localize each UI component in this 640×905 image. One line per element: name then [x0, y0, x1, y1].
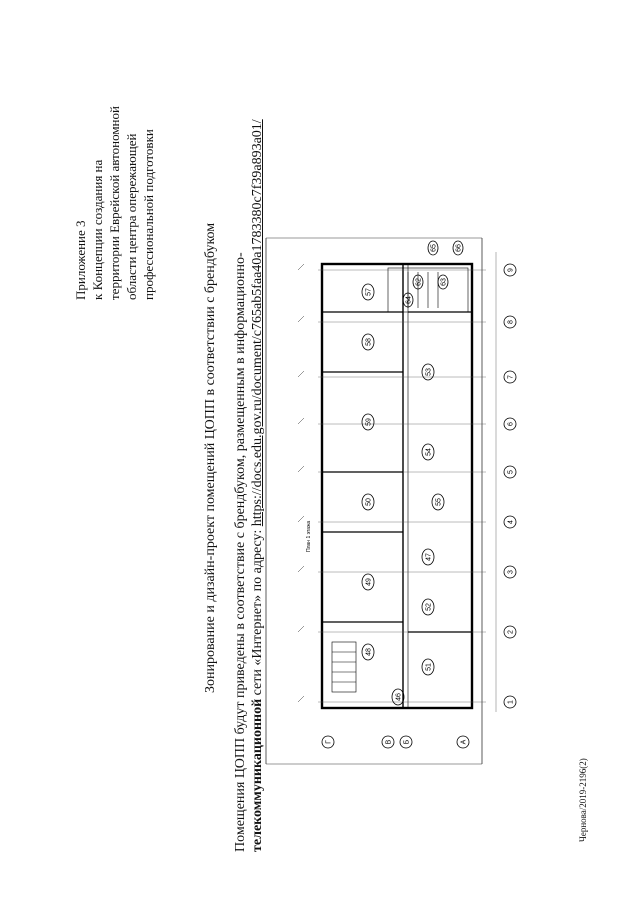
room-63 [438, 275, 448, 289]
page-title: Зонирование и дизайн-проект помещений ЦОПП в соответствии с брендбуком [203, 222, 218, 693]
building-outline [322, 264, 472, 708]
svg-text:2: 2 [507, 630, 515, 634]
room-53 [422, 364, 434, 380]
row-labels [322, 736, 469, 748]
svg-text:6: 6 [507, 422, 515, 426]
note-bold-word: телекоммуникационной [250, 698, 265, 852]
svg-text:57: 57 [365, 288, 373, 296]
stair-block-bottom [332, 642, 356, 692]
svg-text:52: 52 [425, 603, 433, 611]
svg-text:Г: Г [325, 740, 333, 744]
svg-text:1: 1 [507, 700, 515, 704]
room-48 [362, 644, 374, 660]
axis-6 [504, 418, 516, 430]
dimension-ticks [298, 264, 304, 702]
room-46 [392, 689, 404, 705]
room-54 [422, 444, 434, 460]
axis-7 [504, 371, 516, 383]
svg-text:Б: Б [403, 739, 411, 745]
svg-text:54: 54 [425, 448, 433, 456]
appendix-block [72, 106, 157, 300]
svg-text:4: 4 [507, 520, 515, 524]
svg-text:53: 53 [425, 368, 433, 376]
svg-text:48: 48 [365, 648, 373, 656]
room-51 [422, 659, 434, 675]
svg-text:3: 3 [507, 570, 515, 574]
axis-5 [504, 466, 516, 478]
svg-text:64: 64 [405, 296, 413, 304]
room-59 [362, 414, 374, 430]
room-58 [362, 334, 374, 350]
appendix-line-1: Приложение 3 [73, 220, 88, 300]
axis-labels [504, 264, 516, 708]
room-57 [362, 284, 374, 300]
room-50 [362, 494, 374, 510]
svg-text:49: 49 [365, 578, 373, 586]
svg-text:5: 5 [507, 470, 515, 474]
svg-text:62: 62 [415, 278, 423, 286]
svg-text:51: 51 [425, 663, 433, 671]
brandbook-link[interactable]: https://docs.edu.gov.ru/document/c765ab5faa40a1783380c7f39a893a01/ [250, 119, 265, 527]
svg-text:58: 58 [365, 338, 373, 346]
svg-text:В: В [385, 739, 393, 745]
axis-4 [504, 516, 516, 528]
room-66 [453, 241, 463, 255]
stair-block-top [388, 268, 468, 312]
row-v [382, 736, 394, 748]
svg-text:А: А [460, 739, 468, 745]
axis-3 [504, 566, 516, 578]
appendix-line-5: профессиональной подготовки [141, 129, 156, 300]
grid-axes [318, 270, 486, 702]
axis-2 [504, 626, 516, 638]
svg-text:7: 7 [507, 375, 515, 379]
svg-text:63: 63 [440, 278, 448, 286]
room-labels [362, 241, 463, 705]
row-g [322, 736, 334, 748]
svg-text:59: 59 [365, 418, 373, 426]
room-65 [428, 241, 438, 255]
appendix-line-2: к Концепции создания на [90, 159, 105, 300]
svg-text:65: 65 [430, 244, 438, 252]
svg-text:9: 9 [507, 268, 515, 272]
svg-text:50: 50 [365, 498, 373, 506]
axis-8 [504, 316, 516, 328]
appendix-line-3: территории Еврейской автономной [107, 106, 122, 300]
axis-9 [504, 264, 516, 276]
row-a [457, 736, 469, 748]
svg-text:66: 66 [455, 244, 463, 252]
row-b [400, 736, 412, 748]
floor-plan [258, 212, 515, 792]
svg-text:8: 8 [507, 320, 515, 324]
room-47 [422, 549, 434, 565]
room-49 [362, 574, 374, 590]
svg-text:55: 55 [435, 498, 443, 506]
room-52 [422, 599, 434, 615]
svg-text:47: 47 [425, 553, 433, 561]
plan-caption: План 1 этажа [306, 520, 312, 552]
room-55 [432, 494, 444, 510]
note-line-1: Помещения ЦОПП будут приведены в соответствие с брендбуком, размещенным в информационно- [233, 252, 248, 852]
document-code: Чернова/2019-2196(2) [578, 758, 588, 842]
note-text: сети «Интернет» по адресу: [250, 526, 265, 699]
axis-1 [504, 696, 516, 708]
svg-text:46: 46 [395, 693, 403, 701]
appendix-line-4: области центра опережающей [124, 133, 139, 300]
